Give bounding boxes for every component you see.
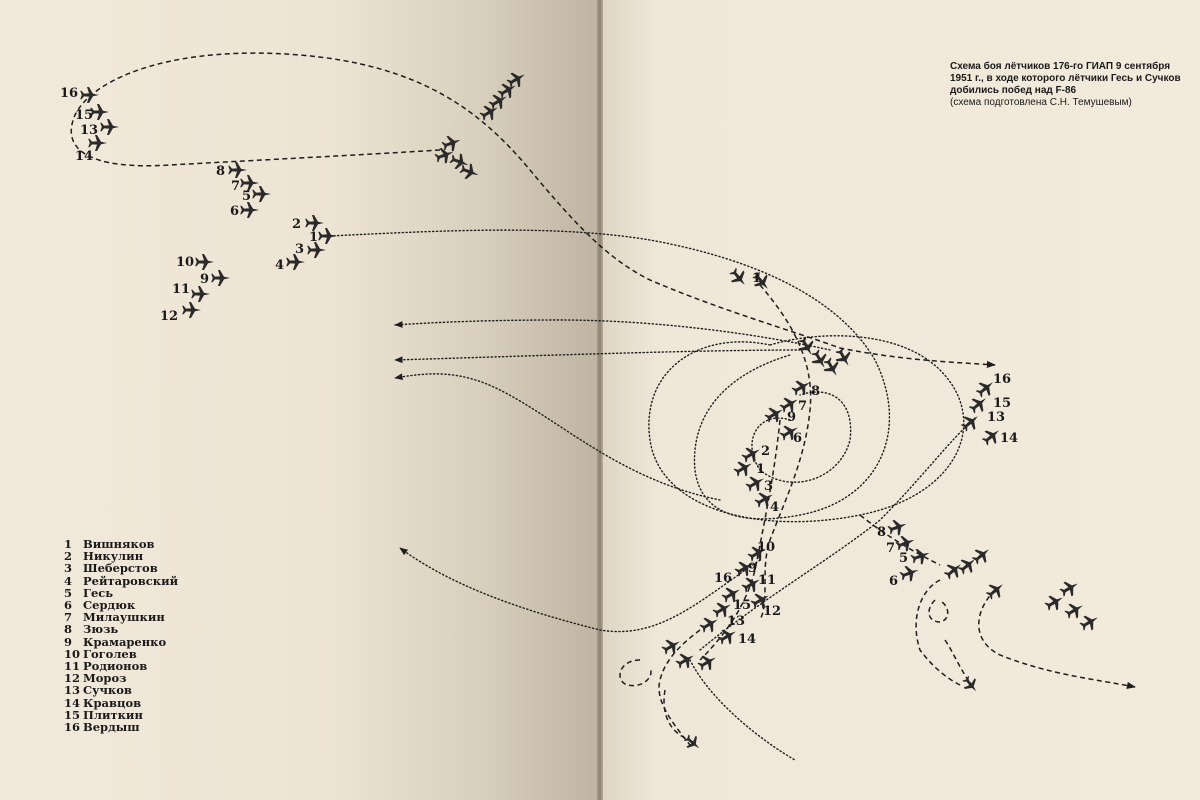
plane-icon (228, 162, 247, 178)
plane-label: 9 (787, 410, 797, 425)
plane-label: 16 (60, 86, 79, 101)
plane-icon (1043, 591, 1067, 614)
plane-label: 2 (292, 217, 302, 232)
plane-icon (674, 649, 698, 672)
plane-label: 5 (899, 551, 909, 566)
plane-label: 9 (200, 272, 210, 287)
legend-number: 7 (64, 610, 73, 625)
legend-number: 5 (64, 585, 73, 600)
caption-note: (схема подготовлена С.Н. Темушевым) (950, 97, 1132, 108)
plane-label: 6 (889, 574, 899, 589)
plane-icon (211, 270, 230, 286)
plane-label: 13 (987, 410, 1006, 425)
plane-label: 10 (757, 540, 776, 555)
legend-pilot-name: Кравцов (83, 695, 142, 710)
plane-label: 4 (770, 500, 780, 515)
plane-label: 8 (811, 384, 821, 399)
plane-icon (195, 254, 214, 270)
lower-left-path (659, 630, 700, 745)
plane-label: 12 (763, 604, 782, 619)
plane-label: 15 (993, 396, 1012, 411)
plane-label: 11 (758, 573, 777, 588)
plane-label: 13 (727, 614, 746, 629)
plane-icon (909, 545, 932, 566)
legend-number: 14 (64, 695, 81, 710)
big-ellipse-path (649, 336, 964, 522)
plane-icon (240, 202, 259, 218)
plane-icon (732, 457, 756, 480)
legend-number: 16 (64, 720, 81, 735)
legend-number: 3 (64, 561, 73, 576)
plane-label: 15 (75, 108, 94, 123)
legend-pilot-name: Вишняков (83, 537, 155, 551)
plane-label: 10 (176, 255, 195, 270)
legend-row (64, 636, 264, 648)
plane-icon (727, 265, 751, 290)
plane-label: 6 (793, 431, 803, 446)
plane-label: 16 (714, 571, 733, 586)
plane-icon (808, 348, 831, 372)
legend-pilot-name: Плиткин (83, 707, 143, 722)
legend-pilot-name: Сучков (83, 683, 132, 698)
pilot-legend (64, 538, 264, 733)
plane-label: 5 (242, 189, 252, 204)
plane-label: 3 (764, 479, 774, 494)
lead-group-path (330, 230, 889, 519)
exit-left-lower (395, 374, 720, 500)
plane-icon (182, 302, 201, 318)
plane-label: 8 (877, 525, 887, 540)
legend-row (64, 684, 264, 696)
legend-row (64, 721, 264, 733)
plane-icon (969, 543, 994, 567)
plane-label: 16 (993, 372, 1012, 387)
right-group-loop (916, 580, 960, 685)
legend-pilot-name: Никулин (83, 549, 144, 564)
plane-icon (960, 674, 982, 696)
plane-icon (1058, 577, 1082, 600)
legend-number: 15 (64, 707, 81, 722)
plane-icon (252, 186, 271, 202)
plane-icon (1063, 599, 1087, 622)
plane-label: 1 (309, 230, 319, 245)
plane-label: 2 (761, 444, 771, 459)
legend-pilot-name: Гесь (83, 585, 114, 600)
exit-left-upper (395, 320, 830, 350)
legend-pilot-name: Гоголев (83, 646, 137, 661)
legend-pilot-name: Сердюк (83, 598, 136, 613)
plane-icon (100, 119, 119, 135)
plane-label: 14 (75, 149, 94, 164)
plane-icon (305, 215, 324, 231)
plane-icon (318, 228, 337, 244)
plane-label: 14 (1000, 431, 1019, 446)
legend-pilot-name: Рейтаровский (83, 573, 179, 588)
legend-row (64, 623, 264, 635)
legend-pilot-name: Шеберстов (83, 561, 158, 576)
legend-row (64, 575, 264, 587)
plane-label: 3 (295, 242, 305, 257)
plane-label: 14 (738, 632, 757, 647)
plane-label: 7 (886, 541, 896, 556)
plane-label: 9 (748, 561, 758, 576)
plane-label: 1 (752, 271, 762, 286)
small-loop-left (620, 660, 651, 686)
caption-title: Схема боя лётчиков 176-го ГИАП 9 сентября 1951 г., в ходе которого лётчики Гесь и Сучков добились побед над F-86 (950, 61, 1181, 96)
legend-number: 9 (64, 634, 73, 649)
plane-icon (696, 651, 720, 674)
plane-icon (698, 613, 722, 636)
plane-label: 6 (230, 204, 240, 219)
plane-label: 4 (275, 258, 285, 273)
diagram-caption (950, 61, 1190, 109)
legend-number: 1 (64, 537, 73, 551)
legend-number: 13 (64, 683, 81, 698)
legend-number: 10 (64, 646, 81, 661)
plane-label: 8 (216, 164, 226, 179)
plane-label: 7 (231, 179, 241, 194)
plane-label: 13 (80, 123, 99, 138)
legend-number: 12 (64, 671, 81, 686)
legend-pilot-name: Мороз (83, 671, 127, 686)
plane-label: 12 (160, 309, 179, 324)
plane-label: 15 (733, 598, 752, 613)
legend-pilot-name: Родионов (83, 659, 148, 674)
group16-loop-path (71, 53, 995, 365)
legend-row (64, 562, 264, 574)
plane-icon (886, 516, 909, 537)
plane-icon (191, 286, 210, 302)
legend-number: 8 (64, 622, 73, 637)
plane-icon (80, 87, 99, 103)
plane-icon (448, 151, 471, 172)
legend-pilot-name: Милаушкин (83, 610, 165, 625)
legend-number: 2 (64, 549, 73, 564)
plane-label: 1 (756, 462, 766, 477)
lower-dotted-tail (690, 660, 795, 760)
legend-number: 6 (64, 598, 73, 613)
legend-number: 11 (64, 659, 81, 674)
plane-icon (682, 732, 704, 754)
small-loop-right (929, 600, 948, 622)
exit-left-middle (395, 350, 800, 360)
dotted-trajectories (330, 230, 975, 760)
plane-label: 7 (798, 399, 808, 414)
legend-pilot-name: Вердыш (83, 720, 140, 735)
plane-icon (1078, 611, 1102, 634)
legend-number: 4 (64, 573, 73, 588)
plane-icon (478, 101, 502, 124)
legend-pilot-name: Крамаренко (83, 634, 167, 649)
legend-pilot-name: Зюзь (83, 622, 119, 637)
plane-label: 11 (172, 282, 191, 297)
legend-row (64, 697, 264, 709)
